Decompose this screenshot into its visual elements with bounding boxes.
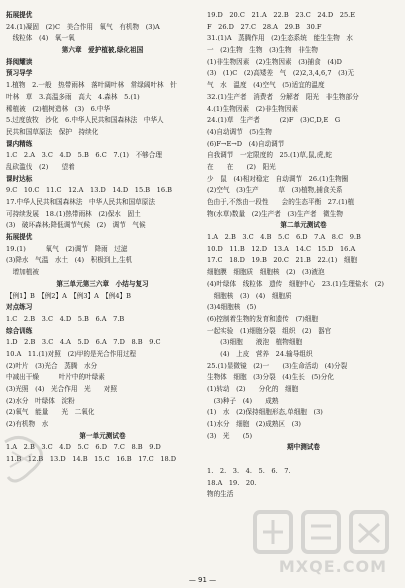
right-answer-line: (3)4细胞核 (5) — [207, 303, 257, 312]
left-answer-line: (3)光照 (4) 光合作用 光 对照 — [6, 385, 117, 393]
left-answer-line: 1.D 2.B 3.C 4.A 5.D 6.A 7.D 8.B 9.C — [6, 338, 161, 347]
watermark-logo — [247, 506, 397, 578]
left-answer-line: 预习导学 — [6, 69, 33, 78]
left-answer-line: (3)降水 气温 水土 (4) 积极到上,生机 — [6, 256, 133, 265]
left-answer-line: (2)水分 叶绿体 淀粉 — [6, 396, 75, 405]
right-answer-line: 自我调节 一定限度的 25.(1)草,鼠,虎,蛇 — [207, 151, 333, 160]
right-answer-line: 少 鼠 (4)相对稳定 自动调节 26.(1)生物圈 — [207, 174, 349, 183]
left-answer-line: 1.A 2.B 3.C 4.D 5.C 6.D 7.C 8.B 9.D — [6, 443, 161, 452]
left-answer-line: 乱砍滥伐 (2) 望着 — [6, 162, 75, 171]
left-answer-line: 可持续发展 18.(1)热带雨林 (2)保水 固土 — [6, 209, 141, 218]
right-answer-line: 生物体 细胞 (3)分裂 (4)生长 (5)分化 — [207, 373, 334, 382]
left-answer-line: 5.过度放牧 沙化 6.中华人民共和国森林法 中华人 — [6, 116, 164, 125]
left-answer-line: 10.A 11.(1)对照 (2)甲的是光合作用过程 — [6, 349, 137, 358]
left-answer-line: 对点练习 — [6, 303, 33, 312]
right-answer-line: 1. 2. 3. 4. 5. 6. 7. — [207, 466, 291, 475]
right-answer-line: 17.C 18.D 19.B 20.C 21.B 22.(1) 细胞 — [207, 256, 358, 265]
right-answer-line: (1)水分 细胞 (2)成熟区 (3) — [207, 420, 301, 429]
right-answer-line: (4) 上皮 营养 24.输导组织 — [207, 349, 313, 358]
right-answer-line: 一 (2)生物 生物 (3)生物 非生物 — [207, 46, 318, 55]
right-answer-line: 4.(1)生物因素 (2)非生物因素 — [207, 104, 298, 113]
left-answer-line: 综合训练 — [6, 326, 33, 335]
left-column — [6, 10, 199, 466]
right-answer-line: 物的生活 — [207, 490, 240, 499]
left-answer-line: 增加植被 — [6, 268, 39, 277]
left-answer-line: 1.植物 2.一般 热带雨林 落叶阔叶林 常绿阔叶林 针 — [6, 81, 177, 90]
right-answer-line: 气 水 温度 (4)空气 (5)适宜的温度 — [207, 81, 325, 90]
right-answer-line: 18.A 19. 20. — [207, 478, 257, 487]
watermark-text: MXQE.COM — [278, 557, 387, 576]
right-answer-line: (6)F→E→D (4)自动调节 — [207, 139, 285, 148]
left-answer-line: 线粒体 (4) 氧一氧 — [6, 34, 75, 43]
left-answer-line: 19.(1) 氧气 (2)调节 降雨 过滤 — [6, 244, 128, 253]
left-answer-line: (2)叶片 (3)光合 蒸腾 水分 — [6, 361, 98, 370]
left-answer-line: (2)有机物 水 — [6, 420, 49, 429]
right-answer-line: 第二单元测试卷 — [280, 221, 327, 230]
left-answer-line: 叶林 草 3.高温多雨 高大 4.森林 5.(1) — [6, 92, 140, 101]
right-answer-line: (4)自动调节 (5)生物 — [207, 127, 279, 136]
right-answer-line: (1)转动 (2) 分化的 细胞 — [207, 385, 299, 393]
right-answer-line: 在 在 (2) 阳光 — [207, 162, 289, 171]
left-answer-line: 24.(1)凝固 (2)C 美合作用 氧气 有机物 (3)A — [6, 22, 160, 31]
right-answer-line: 细胞核 (3) (4) 细胞质 — [207, 291, 292, 300]
left-answer-line: 稀植被 (2)植树造林 (3) 6.中华 — [6, 104, 111, 113]
left-answer-line: 课内精练 — [6, 139, 33, 148]
right-answer-line: (6)控制着生物的发育和遗传 (7)细胞 — [207, 314, 318, 323]
left-answer-line: 拓展提优 — [6, 233, 33, 242]
right-answer-line: (3)种子 (4) 成熟 — [207, 396, 279, 405]
left-answer-line: 择阅耀读 — [6, 57, 33, 66]
left-answer-line: 第一单元测试卷 — [79, 431, 126, 440]
left-answer-line: 民共和国草原法 保护 持续化 — [6, 127, 99, 136]
left-answer-line: 11.B 12.B 13.D 14.B 15.C 16.B 17.C 18.D — [6, 455, 177, 464]
left-answer-line: 第六章 爱护植被,绿化祖国 — [61, 46, 144, 55]
right-answer-line: (2)空气 (3)生产 草 (3)植物,捕食关系 — [207, 186, 356, 195]
left-answer-line: 第三单元第三六章 小结与复习 — [56, 279, 149, 288]
right-answer-line: 24.(1)草 生产者 (2)F (3)C,D,E G — [207, 116, 341, 125]
right-answer-line: 31.(1)A 蒸腾作用 (2)生态系统 能生生物 水 — [207, 34, 354, 43]
right-answer-line: 10.D 11.B 12.D 13.A 14.C 15.D 16.A — [207, 244, 356, 253]
left-answer-line: 【例1】B 【例2】A 【例3】A 【例4】B — [6, 291, 132, 300]
right-answer-line: 细胞膜 细胞质 细胞核 (2) (3)液泡 — [207, 268, 325, 277]
right-answer-line: 物(水草)数量 (2)生产者 (3)生产者 微生物 — [207, 209, 343, 218]
left-answer-line: 中减出干燥 叶片中的叶绿素 — [6, 373, 105, 382]
right-answer-line: 期中测试卷 — [287, 443, 320, 452]
left-answer-line: (3) 破坏森林;降低调节气候 (2) 调节 气候 — [6, 221, 146, 230]
right-answer-line: 32.(1)生产者 消费者 分解者 阳光 非生物部分 — [207, 92, 359, 101]
right-answer-line: 25.(1)显微镜 (2)一 (3)生命活动 (4)分裂 — [207, 361, 348, 370]
right-answer-line: (4)叶绿体 线粒体 遗传 细胞中心 23.(1)生理盐水 (2) — [207, 279, 384, 288]
right-answer-line: 一起实验 (1)细胞分裂 组织 (2) 器官 — [207, 326, 332, 335]
page-number: — 91 — — [188, 576, 217, 584]
right-answer-line: (3)细胞 液泡 植物细胞 — [207, 338, 303, 347]
right-answer-line: 19.D 20.C 21.A 22.B 23.C 24.D 25.E — [207, 11, 356, 19]
left-answer-line: 17.中华人民共和国森林法 中华人民共和国草原法 — [6, 198, 155, 206]
left-answer-line: (2)氧气 能量 光 二氧化 — [6, 408, 95, 417]
right-answer-line: 1.A 2.B 3.C 4.B 5.C 6.D 7.A 8.C 9.B — [207, 233, 361, 242]
left-answer-line: 1.C 2.A 3.C 4.D 5.B 6.C 7.(1) 不够合理 — [6, 151, 162, 160]
left-answer-line: 课时达标 — [6, 174, 33, 183]
right-column — [207, 10, 400, 513]
left-answer-line: 9.C 10.C 11.C 12.A 13.D 14.D 15.B 16.B — [6, 186, 173, 195]
left-answer-line: 1.C 2.B 3.C 4.D 5.B 6.A 7.B — [6, 314, 125, 323]
left-answer-line: 拓展提优 — [6, 11, 33, 19]
right-answer-line: (3) 光 (5) — [207, 431, 279, 440]
right-answer-line: F 26.D 27.C 28.A 29.B 30.F — [207, 22, 322, 31]
right-answer-line: 色由于,不然由一段性 会的生态平衡 27.(1)植 — [207, 198, 355, 206]
right-answer-line — [207, 454, 400, 466]
right-answer-line: (3) (1)C (2)高矮差 气 (2)2,3,4,6,7 (3)无 — [207, 69, 355, 78]
handwriting-smudge — [0, 432, 45, 494]
right-answer-line: (1) 水 (2)保持细胞形态,单细胞 (3) — [207, 408, 323, 417]
right-answer-line: (1)非生物因素 (2)生物因素 (3)捕食 (4)D — [207, 57, 342, 66]
